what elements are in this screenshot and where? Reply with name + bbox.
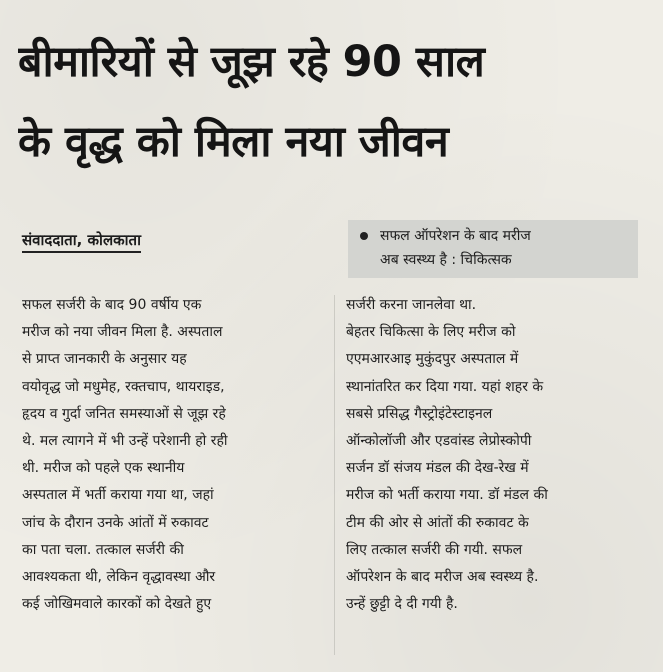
article-line: अस्पताल में भर्ती कराया गया था, जहां	[22, 487, 214, 504]
article-line: टीम की ओर से आंतों की रुकावट के	[346, 514, 529, 531]
article-line: ऑपरेशन के बाद मरीज अब स्वस्थ्य है.	[346, 569, 539, 586]
byline: संवाददाता, कोलकाता	[22, 230, 141, 253]
article-line: जांच के दौरान उनके आंतों में रुकावट	[22, 514, 209, 531]
article-line: से प्राप्त जानकारी के अनुसार यह	[22, 351, 187, 368]
article-line: आवश्यकता थी, लेकिन वृद्धावस्था और	[22, 569, 216, 586]
article-line: सबसे प्रसिद्ध गैस्ट्रोइंटेस्टाइनल	[346, 405, 493, 422]
article-line: बेहतर चिकित्सा के लिए मरीज को	[346, 324, 516, 341]
article-line: थे. मल त्यागने में भी उन्हें परेशानी हो रही	[22, 433, 228, 450]
pull-quote	[348, 220, 638, 278]
bullet-icon	[360, 232, 368, 240]
article-line: स्थानांतरित कर दिया गया. यहां शहर के	[346, 378, 544, 395]
article-line: उन्हें छुट्टी दे दी गयी है.	[346, 596, 458, 613]
article-line: का पता चला. तत्काल सर्जरी की	[22, 541, 184, 558]
pull-quote-line-1: सफल ऑपरेशन के बाद मरीज	[380, 228, 531, 244]
article-line: वयोवृद्ध जो मधुमेह, रक्तचाप, थायराइड,	[22, 378, 225, 395]
headline-line-1: बीमारियों से जूझ रहे 90 साल	[18, 37, 485, 87]
article-line: लिए तत्काल सर्जरी की गयी. सफल	[346, 541, 523, 558]
article-line: ऑन्कोलॉजी और एडवांस्ड लेप्रोस्कोपी	[346, 433, 532, 450]
article-line: एएमआरआइ मुकुंदपुर अस्पताल में	[346, 351, 519, 368]
article-line: सर्जन डॉ संजय मंडल की देख-रेख में	[346, 460, 529, 477]
article-line: सर्जरी करना जानलेवा था.	[346, 297, 477, 313]
headline-line-2: के वृद्ध को मिला नया जीवन	[18, 117, 449, 167]
column-divider	[334, 295, 335, 655]
article-line: मरीज को नया जीवन मिला है. अस्पताल	[22, 324, 223, 341]
article-column-right	[346, 292, 644, 618]
article-line: कई जोखिमवाले कारकों को देखते हुए	[22, 596, 212, 613]
article-line: सफल सर्जरी के बाद 90 वर्षीय एक	[22, 297, 202, 313]
article-column-left	[22, 292, 326, 618]
pull-quote-line-2: अब स्वस्थ्य है : चिकित्सक	[380, 252, 512, 268]
article-line: मरीज को भर्ती कराया गया. डॉ मंडल की	[346, 487, 548, 504]
article-line: हृदय व गुर्दा जनित समस्याओं से जूझ रहे	[22, 405, 226, 422]
article-line: थी. मरीज को पहले एक स्थानीय	[22, 460, 185, 477]
